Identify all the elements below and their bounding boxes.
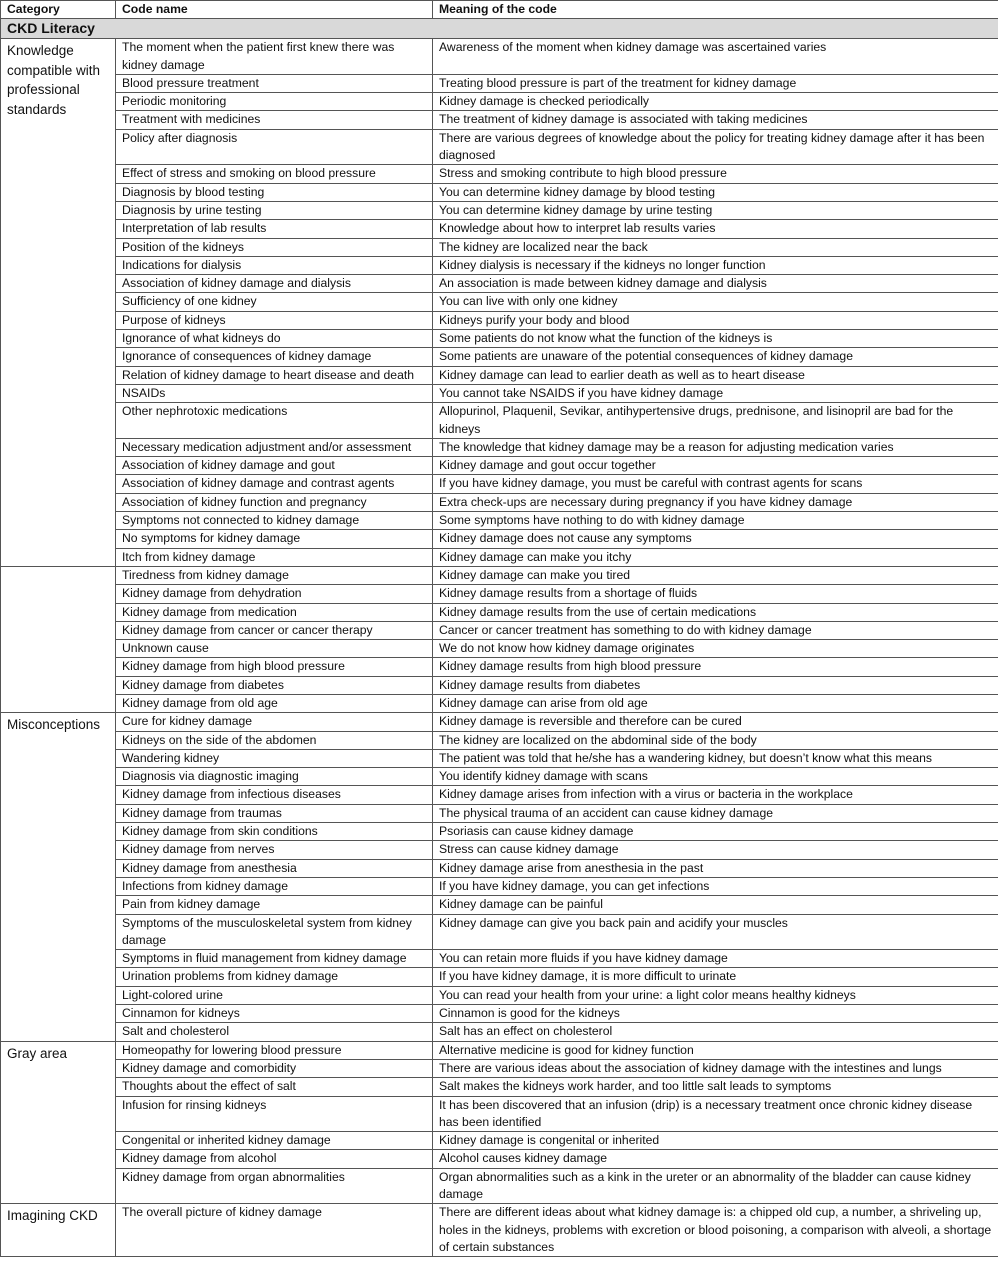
meaning-cell: Kidney damage and gout occur together: [433, 457, 998, 475]
meaning-cell: You can retain more fluids if you have kidney damage: [433, 950, 998, 968]
meaning-cell: Stress and smoking contribute to high blood pressure: [433, 165, 998, 183]
meaning-cell: Kidney damage can give you back pain and acidify your muscles: [433, 914, 998, 950]
code-name-cell: Indications for dialysis: [116, 256, 433, 274]
table-row: [1, 93, 998, 111]
code-name-cell: Kidney damage from alcohol: [116, 1150, 433, 1168]
table-row: [1, 220, 998, 238]
table-row: [1, 530, 998, 548]
meaning-cell: The kidney are localized near the back: [433, 238, 998, 256]
code-name-cell: Blood pressure treatment: [116, 74, 433, 92]
code-name-cell: Kidney damage from diabetes: [116, 676, 433, 694]
code-name-cell: Diagnosis by blood testing: [116, 183, 433, 201]
meaning-cell: The knowledge that kidney damage may be a reason for adjusting medication varies: [433, 438, 998, 456]
code-name-cell: Purpose of kidneys: [116, 311, 433, 329]
meaning-cell: Cinnamon is good for the kidneys: [433, 1005, 998, 1023]
code-name-cell: No symptoms for kidney damage: [116, 530, 433, 548]
meaning-cell: The physical trauma of an accident can cause kidney damage: [433, 804, 998, 822]
meaning-cell: You identify kidney damage with scans: [433, 768, 998, 786]
meaning-cell: Allopurinol, Plaquenil, Sevikar, antihypertensive drugs, prednisone, and lisinopril are bad for the kidneys: [433, 403, 998, 439]
meaning-cell: Kidney damage arise from anesthesia in the past: [433, 859, 998, 877]
table-row: [1, 238, 998, 256]
section-title: CKD Literacy: [1, 19, 998, 39]
meaning-cell: Kidney damage can be painful: [433, 896, 998, 914]
meaning-cell: There are different ideas about what kidney damage is: a chipped old cup, a number, a shriveling up, holes in the kidneys, problems with excretion or blood poisoning, a comparison with alveoli, a shortage of certain substances: [433, 1204, 998, 1257]
meaning-cell: If you have kidney damage, you must be careful with contrast agents for scans: [433, 475, 998, 493]
code-name-cell: Symptoms in fluid management from kidney damage: [116, 950, 433, 968]
code-name-cell: Ignorance of what kidneys do: [116, 330, 433, 348]
table-row: [1, 311, 998, 329]
code-name-cell: Pain from kidney damage: [116, 896, 433, 914]
table-row: [1, 275, 998, 293]
meaning-cell: You can live with only one kidney: [433, 293, 998, 311]
code-name-cell: Diagnosis by urine testing: [116, 201, 433, 219]
code-name-cell: Unknown cause: [116, 640, 433, 658]
meaning-cell: Stress can cause kidney damage: [433, 841, 998, 859]
category-cell: Gray area: [1, 1041, 116, 1204]
meaning-cell: Kidney damage can lead to earlier death as well as to heart disease: [433, 366, 998, 384]
table-row: [1, 585, 998, 603]
table-row: [1, 676, 998, 694]
meaning-cell: Some patients are unaware of the potential consequences of kidney damage: [433, 348, 998, 366]
code-name-cell: Kidney damage from cancer or cancer therapy: [116, 621, 433, 639]
table-row: [1, 1204, 998, 1257]
meaning-cell: Kidney damage results from the use of certain medications: [433, 603, 998, 621]
meaning-cell: Salt has an effect on cholesterol: [433, 1023, 998, 1041]
header-row: [1, 1, 998, 19]
meaning-cell: An association is made between kidney damage and dialysis: [433, 275, 998, 293]
table-row: [1, 859, 998, 877]
table-row: [1, 438, 998, 456]
code-name-cell: Association of kidney damage and contrast agents: [116, 475, 433, 493]
table-row: [1, 986, 998, 1004]
meaning-cell: If you have kidney damage, you can get infections: [433, 877, 998, 895]
meaning-cell: Kidney damage results from diabetes: [433, 676, 998, 694]
table-row: [1, 366, 998, 384]
meaning-cell: Alternative medicine is good for kidney function: [433, 1041, 998, 1059]
table-row: [1, 384, 998, 402]
table-row: [1, 256, 998, 274]
meaning-cell: Extra check-ups are necessary during pregnancy if you have kidney damage: [433, 493, 998, 511]
table-row: [1, 74, 998, 92]
table-row: [1, 1005, 998, 1023]
table-row: [1, 1168, 998, 1204]
table-row: [1, 129, 998, 165]
code-name-cell: Kidneys on the side of the abdomen: [116, 731, 433, 749]
code-name-cell: Kidney damage from skin conditions: [116, 823, 433, 841]
table-row: [1, 330, 998, 348]
code-name-cell: Diagnosis via diagnostic imaging: [116, 768, 433, 786]
meaning-cell: Kidney damage is congenital or inherited: [433, 1132, 998, 1150]
meaning-cell: You can determine kidney damage by blood testing: [433, 183, 998, 201]
section-row: [1, 19, 998, 39]
table-row: [1, 749, 998, 767]
code-name-cell: Kidney damage from anesthesia: [116, 859, 433, 877]
code-name-cell: Urination problems from kidney damage: [116, 968, 433, 986]
table-row: [1, 950, 998, 968]
table-row: [1, 457, 998, 475]
table-row: [1, 713, 998, 731]
code-name-cell: Kidney damage from organ abnormalities: [116, 1168, 433, 1204]
code-name-cell: Congenital or inherited kidney damage: [116, 1132, 433, 1150]
meaning-cell: Kidney damage results from high blood pressure: [433, 658, 998, 676]
table-row: [1, 475, 998, 493]
table-row: [1, 512, 998, 530]
code-name-cell: Kidney damage from old age: [116, 694, 433, 712]
code-name-cell: Wandering kidney: [116, 749, 433, 767]
code-name-cell: Periodic monitoring: [116, 93, 433, 111]
code-name-cell: Symptoms of the musculoskeletal system from kidney damage: [116, 914, 433, 950]
table-row: [1, 1150, 998, 1168]
table-row: [1, 111, 998, 129]
meaning-cell: It has been discovered that an infusion (drip) is a necessary treatment once chronic kidney disease has been identified: [433, 1096, 998, 1132]
code-name-cell: Cure for kidney damage: [116, 713, 433, 731]
table-row: [1, 165, 998, 183]
code-name-cell: Kidney damage from dehydration: [116, 585, 433, 603]
code-name-cell: Policy after diagnosis: [116, 129, 433, 165]
code-name-cell: Kidney damage from high blood pressure: [116, 658, 433, 676]
table-row: [1, 804, 998, 822]
meaning-cell: The patient was told that he/she has a wandering kidney, but doesn’t know what this means: [433, 749, 998, 767]
table-row: [1, 1023, 998, 1041]
category-cell: Knowledge compatible with professional standards: [1, 39, 116, 567]
code-name-cell: Necessary medication adjustment and/or assessment: [116, 438, 433, 456]
code-name-cell: Cinnamon for kidneys: [116, 1005, 433, 1023]
meaning-cell: Kidney damage can make you itchy: [433, 548, 998, 566]
code-name-cell: Symptoms not connected to kidney damage: [116, 512, 433, 530]
code-name-cell: The moment when the patient first knew there was kidney damage: [116, 39, 433, 75]
meaning-cell: Some symptoms have nothing to do with kidney damage: [433, 512, 998, 530]
table-row: [1, 603, 998, 621]
meaning-cell: Alcohol causes kidney damage: [433, 1150, 998, 1168]
code-name-cell: Relation of kidney damage to heart disease and death: [116, 366, 433, 384]
table-row: [1, 1132, 998, 1150]
table-row: [1, 968, 998, 986]
meaning-cell: If you have kidney damage, it is more difficult to urinate: [433, 968, 998, 986]
table-row: [1, 694, 998, 712]
code-name-cell: Infections from kidney damage: [116, 877, 433, 895]
code-name-cell: Effect of stress and smoking on blood pressure: [116, 165, 433, 183]
code-name-cell: Homeopathy for lowering blood pressure: [116, 1041, 433, 1059]
meaning-cell: Treating blood pressure is part of the treatment for kidney damage: [433, 74, 998, 92]
table-row: [1, 768, 998, 786]
code-name-cell: Interpretation of lab results: [116, 220, 433, 238]
code-name-cell: Treatment with medicines: [116, 111, 433, 129]
table-row: [1, 896, 998, 914]
table-row: [1, 183, 998, 201]
code-name-cell: Association of kidney function and pregnancy: [116, 493, 433, 511]
table-row: [1, 621, 998, 639]
meaning-cell: Kidney damage does not cause any symptoms: [433, 530, 998, 548]
table-row: [1, 403, 998, 439]
code-name-cell: Kidney damage and comorbidity: [116, 1059, 433, 1077]
meaning-cell: We do not know how kidney damage originates: [433, 640, 998, 658]
code-name-cell: Sufficiency of one kidney: [116, 293, 433, 311]
meaning-cell: Kidney damage arises from infection with a virus or bacteria in the workplace: [433, 786, 998, 804]
table-row: [1, 823, 998, 841]
code-name-cell: Light-colored urine: [116, 986, 433, 1004]
code-name-cell: Ignorance of consequences of kidney damage: [116, 348, 433, 366]
meaning-cell: Kidneys purify your body and blood: [433, 311, 998, 329]
table-row: [1, 731, 998, 749]
table-row: [1, 786, 998, 804]
meaning-cell: You can read your health from your urine: a light color means healthy kidneys: [433, 986, 998, 1004]
table-row: [1, 1078, 998, 1096]
meaning-cell: Kidney damage is checked periodically: [433, 93, 998, 111]
meaning-cell: Cancer or cancer treatment has something to do with kidney damage: [433, 621, 998, 639]
table-row: [1, 877, 998, 895]
code-name-cell: The overall picture of kidney damage: [116, 1204, 433, 1257]
table-row: [1, 1041, 998, 1059]
code-name-cell: Association of kidney damage and gout: [116, 457, 433, 475]
table-row: [1, 658, 998, 676]
code-name-cell: Kidney damage from nerves: [116, 841, 433, 859]
meaning-cell: Psoriasis can cause kidney damage: [433, 823, 998, 841]
code-name-cell: Kidney damage from traumas: [116, 804, 433, 822]
category-cell: Misconceptions: [1, 713, 116, 1041]
table-row: [1, 39, 998, 75]
meaning-cell: There are various ideas about the association of kidney damage with the intestines and lungs: [433, 1059, 998, 1077]
meaning-cell: Organ abnormalities such as a kink in the ureter or an abnormality of the bladder can cause kidney damage: [433, 1168, 998, 1204]
meaning-cell: Kidney damage is reversible and therefore can be cured: [433, 713, 998, 731]
meaning-cell: You cannot take NSAIDS if you have kidney damage: [433, 384, 998, 402]
meaning-cell: Kidney damage results from a shortage of fluids: [433, 585, 998, 603]
header-category: Category: [1, 1, 116, 19]
meaning-cell: The treatment of kidney damage is associated with taking medicines: [433, 111, 998, 129]
table-row: [1, 1096, 998, 1132]
code-name-cell: Infusion for rinsing kidneys: [116, 1096, 433, 1132]
meaning-cell: There are various degrees of knowledge about the policy for treating kidney damage after it has been diagnosed: [433, 129, 998, 165]
table-row: [1, 1059, 998, 1077]
code-name-cell: Thoughts about the effect of salt: [116, 1078, 433, 1096]
table-row: [1, 293, 998, 311]
code-name-cell: Kidney damage from medication: [116, 603, 433, 621]
meaning-cell: You can determine kidney damage by urine testing: [433, 201, 998, 219]
meaning-cell: The kidney are localized on the abdominal side of the body: [433, 731, 998, 749]
meaning-cell: Knowledge about how to interpret lab results varies: [433, 220, 998, 238]
category-cell: Imagining CKD: [1, 1204, 116, 1257]
table-row: [1, 201, 998, 219]
table-row: [1, 348, 998, 366]
code-name-cell: Salt and cholesterol: [116, 1023, 433, 1041]
header-code-name: Code name: [116, 1, 433, 19]
header-meaning: Meaning of the code: [433, 1, 998, 19]
meaning-cell: Awareness of the moment when kidney damage was ascertained varies: [433, 39, 998, 75]
table-row: [1, 548, 998, 566]
meaning-cell: Kidney damage can make you tired: [433, 566, 998, 584]
table-row: [1, 566, 998, 584]
table-row: [1, 493, 998, 511]
code-name-cell: NSAIDs: [116, 384, 433, 402]
table-row: [1, 841, 998, 859]
code-name-cell: Association of kidney damage and dialysis: [116, 275, 433, 293]
table-row: [1, 640, 998, 658]
meaning-cell: Some patients do not know what the function of the kidneys is: [433, 330, 998, 348]
code-name-cell: Position of the kidneys: [116, 238, 433, 256]
meaning-cell: Kidney damage can arise from old age: [433, 694, 998, 712]
code-name-cell: Tiredness from kidney damage: [116, 566, 433, 584]
code-name-cell: Kidney damage from infectious diseases: [116, 786, 433, 804]
category-cell: [1, 566, 116, 712]
meaning-cell: Kidney dialysis is necessary if the kidneys no longer function: [433, 256, 998, 274]
table-row: [1, 914, 998, 950]
code-name-cell: Itch from kidney damage: [116, 548, 433, 566]
code-name-cell: Other nephrotoxic medications: [116, 403, 433, 439]
meaning-cell: Salt makes the kidneys work harder, and too little salt leads to symptoms: [433, 1078, 998, 1096]
